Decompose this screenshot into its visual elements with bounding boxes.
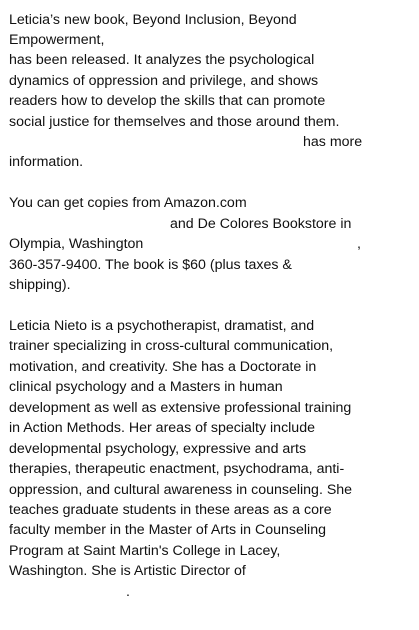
text-line: Empowerment, — [9, 32, 105, 48]
text-line: clinical psychology and a Masters in human — [9, 379, 283, 395]
text-line: Olympia, Washington — [9, 236, 144, 252]
text-line: Washington. She is Artistic Director of — [9, 563, 246, 579]
text-line: , — [357, 236, 361, 252]
text-line: oppression, and cultural awareness in counseling. She — [9, 482, 353, 498]
text-line: Leticia Nieto is a psychotherapist, dramatist, and — [9, 318, 315, 334]
text-line: shipping). — [9, 277, 71, 293]
text-line: has more — [303, 134, 363, 150]
text-line: has been released. It analyzes the psychological — [9, 52, 315, 68]
text-line: developmental psychology, expressive and arts — [9, 441, 307, 457]
text-line: development as well as extensive professional training — [9, 400, 352, 416]
text-line: faculty member in the Master of Arts in Counseling — [9, 522, 326, 538]
text-line: motivation, and creativity. She has a Doctorate in — [9, 359, 317, 375]
text-line: Leticia’s new book, Beyond Inclusion, Beyond — [9, 12, 297, 28]
text-line: therapies, therapeutic enactment, psychodrama, anti- — [9, 461, 345, 477]
text-line: dynamics of oppression and privilege, and shows — [9, 73, 319, 89]
text-line: . — [126, 584, 130, 600]
text-line: in Action Methods. Her areas of specialty include — [9, 420, 315, 436]
text-line: social justice for themselves and those around them. — [9, 114, 340, 130]
text-line: Program at Saint Martin's College in Lacey, — [9, 543, 281, 559]
text-line: teaches graduate students in these areas as a core — [9, 502, 332, 518]
text-line: 360-357-9400. The book is $60 (plus taxes & — [9, 257, 292, 273]
text-line: information. — [9, 154, 84, 170]
text-line: trainer specializing in cross-cultural communication, — [9, 338, 334, 354]
text-line: and De Colores Bookstore in — [170, 216, 352, 232]
text-line: You can get copies from Amazon.com — [9, 195, 247, 211]
text-line: readers how to develop the skills that can promote — [9, 93, 326, 109]
